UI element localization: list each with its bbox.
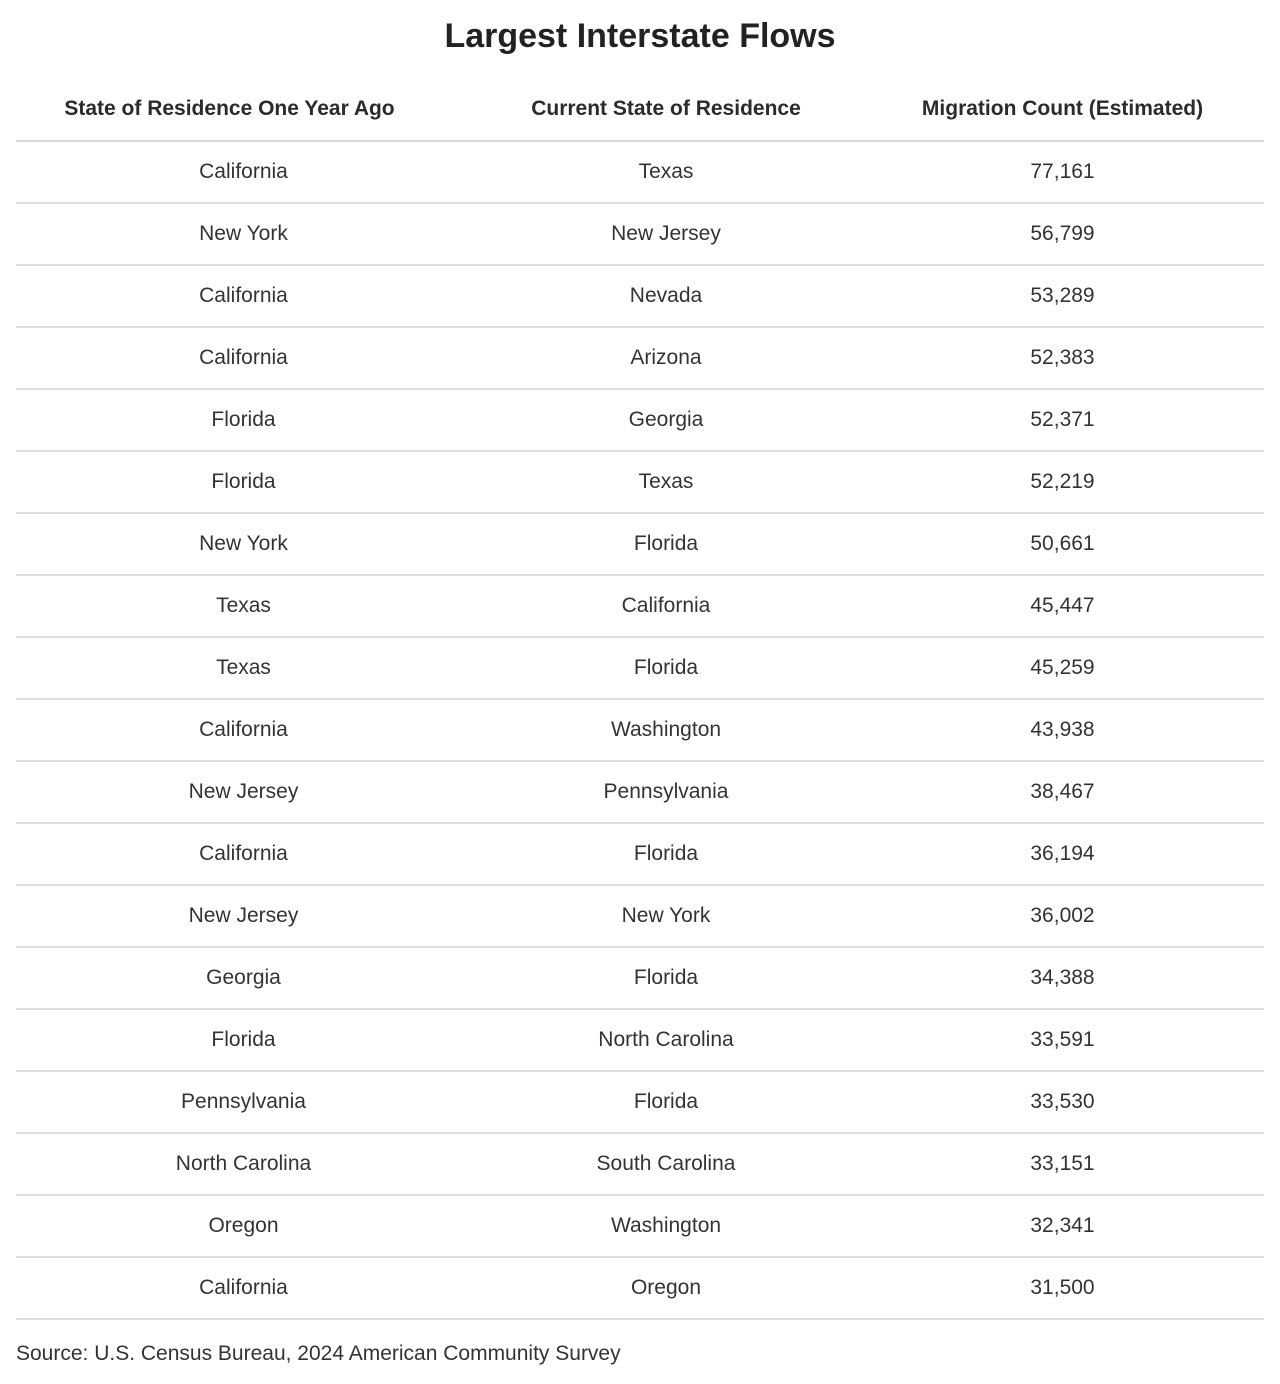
current-state-cell: New York [471,885,861,947]
origin-state-cell: California [16,327,471,389]
current-state-cell: Washington [471,699,861,761]
table-row [16,1195,1264,1257]
origin-state-cell: Oregon [16,1195,471,1257]
origin-state-cell: New York [16,203,471,265]
migration-count-cell: 53,289 [861,265,1264,327]
origin-state-cell: Florida [16,389,471,451]
column-header-origin-state: State of Residence One Year Ago [16,78,471,141]
current-state-cell: South Carolina [471,1133,861,1195]
migration-flows-table [16,78,1264,1320]
migration-count-cell: 32,341 [861,1195,1264,1257]
current-state-cell: Georgia [471,389,861,451]
migration-count-cell: 33,530 [861,1071,1264,1133]
migration-count-cell: 36,002 [861,885,1264,947]
current-state-cell: California [471,575,861,637]
table-row [16,1009,1264,1071]
current-state-cell: Nevada [471,265,861,327]
table-row [16,389,1264,451]
origin-state-cell: California [16,141,471,203]
current-state-cell: Washington [471,1195,861,1257]
migration-count-cell: 52,219 [861,451,1264,513]
origin-state-cell: California [16,699,471,761]
table-row [16,265,1264,327]
column-header-migration-count: Migration Count (Estimated) [861,78,1264,141]
current-state-cell: Arizona [471,327,861,389]
table-header-row [16,78,1264,141]
table-row [16,699,1264,761]
table-row [16,1071,1264,1133]
migration-count-cell: 38,467 [861,761,1264,823]
table-row [16,513,1264,575]
origin-state-cell: California [16,1257,471,1319]
migration-count-cell: 56,799 [861,203,1264,265]
current-state-cell: North Carolina [471,1009,861,1071]
migration-count-cell: 33,151 [861,1133,1264,1195]
origin-state-cell: Florida [16,451,471,513]
origin-state-cell: California [16,823,471,885]
current-state-cell: Florida [471,947,861,1009]
origin-state-cell: Florida [16,1009,471,1071]
current-state-cell: Florida [471,823,861,885]
origin-state-cell: New Jersey [16,761,471,823]
table-row [16,761,1264,823]
origin-state-cell: Texas [16,637,471,699]
migration-count-cell: 50,661 [861,513,1264,575]
migration-count-cell: 31,500 [861,1257,1264,1319]
migration-count-cell: 52,371 [861,389,1264,451]
current-state-cell: Florida [471,1071,861,1133]
table-row [16,823,1264,885]
origin-state-cell: North Carolina [16,1133,471,1195]
origin-state-cell: New Jersey [16,885,471,947]
table-row [16,141,1264,203]
table-row [16,575,1264,637]
current-state-cell: Texas [471,451,861,513]
migration-count-cell: 45,259 [861,637,1264,699]
table-row [16,637,1264,699]
migration-count-cell: 45,447 [861,575,1264,637]
origin-state-cell: Texas [16,575,471,637]
table-row [16,451,1264,513]
current-state-cell: Pennsylvania [471,761,861,823]
table-row [16,203,1264,265]
table-row [16,885,1264,947]
origin-state-cell: Pennsylvania [16,1071,471,1133]
migration-count-cell: 52,383 [861,327,1264,389]
column-header-current-state: Current State of Residence [471,78,861,141]
table-row [16,1257,1264,1319]
current-state-cell: Florida [471,513,861,575]
current-state-cell: Florida [471,637,861,699]
current-state-cell: Texas [471,141,861,203]
table-row [16,327,1264,389]
origin-state-cell: California [16,265,471,327]
page-title: Largest Interstate Flows [444,17,836,55]
migration-count-cell: 77,161 [861,141,1264,203]
migration-count-cell: 34,388 [861,947,1264,1009]
table-row [16,947,1264,1009]
origin-state-cell: Georgia [16,947,471,1009]
current-state-cell: Oregon [471,1257,861,1319]
table-body [16,141,1264,1319]
current-state-cell: New Jersey [471,203,861,265]
source-note: Source: U.S. Census Bureau, 2024 American Community Survey [16,1342,621,1365]
migration-count-cell: 43,938 [861,699,1264,761]
table-row [16,1133,1264,1195]
migration-count-cell: 33,591 [861,1009,1264,1071]
origin-state-cell: New York [16,513,471,575]
migration-count-cell: 36,194 [861,823,1264,885]
